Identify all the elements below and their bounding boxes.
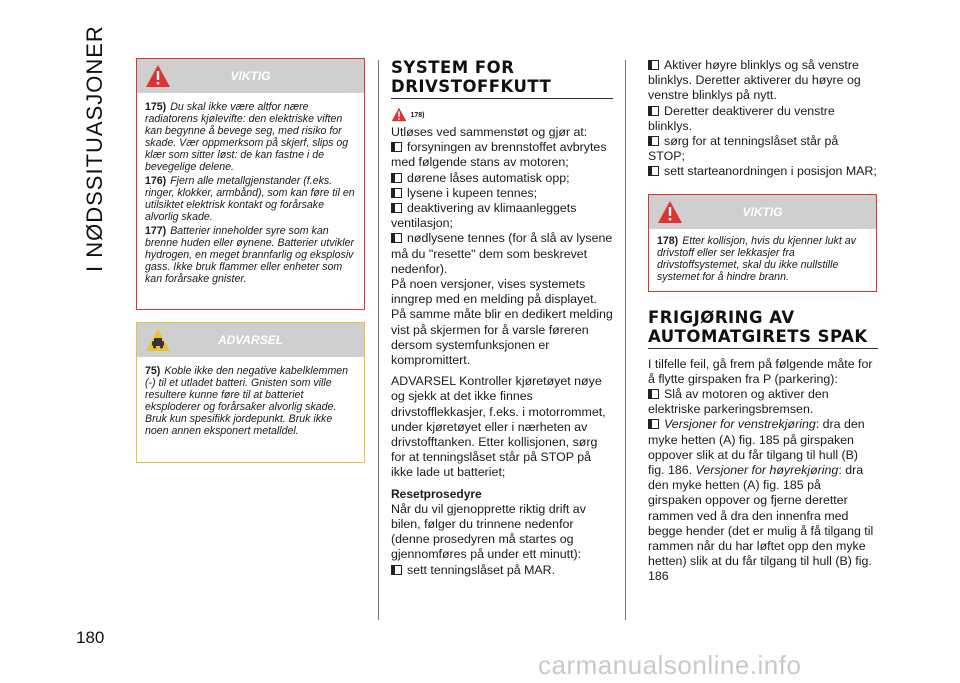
page-number: 180 (76, 628, 105, 647)
watermark: carmanualsonline.info (538, 650, 802, 680)
viktig-box (136, 58, 365, 310)
list-item: Versjoner for venstrekjøring: dra den myke hetten (A) fig. 185 på girspaken oppover slik at du får tilgang til hull (B) fig. 186. Versjoner for høyrekjøring: dra den myke hetten (A) fig. 185 på girspaken oppover og fjerne deretter rammen ved å dra den innenfra med begge hender (det er mulig å få tilgang til rammen når du har løftet opp den myke hetten) slik at du får tilgang til hull (B) fig. 186 (648, 417, 874, 584)
list-item: nødlysene tennes (for å slå av lysene må du "resette" dem som beskrevet nedenfor). (391, 231, 613, 276)
viktig-box-header (649, 195, 876, 229)
column-gear-release (648, 58, 878, 585)
list-item: sett starteanordningen i posisjon MAR; (648, 164, 878, 179)
note-175: 175) Du skal ikke være altfor nære radiatorens kjølevifte: den elektriske viften kan begynne å bevege seg, med risiko for skade. Vær oppmerksom på skjerf, slips og klær som sitter løst: de kan fastne i de bevegelige delene. (145, 101, 349, 173)
viktig-label: VIKTIG (742, 204, 783, 219)
note-reference: 178) (410, 112, 425, 119)
intro-text: Utløses ved sammenstøt og gjør at: (391, 125, 588, 139)
note-176: 176) Fjern alle metallgjenstander (f.eks. ringer, klokker, armbånd), som kan føre til en utilsiktet elektrisk kontakt og forårsake alvorlig skade. (145, 175, 355, 223)
list-item: dørene låses automatisk opp; (391, 171, 613, 186)
section-heading: AUTOMATGIRETS SPAK (648, 326, 868, 346)
column-divider (378, 60, 379, 620)
paragraph: På noen versjoner, vises systemets inngrep med en melding på displayet. På samme måte blir en dedikert melding vist på skjermen for å varsle føreren dersom systemfunksjonen er kompromittert. (391, 277, 613, 368)
section-heading: FRIGJØRING AV (648, 307, 795, 327)
warning-triangle-icon (391, 107, 407, 122)
paragraph: ADVARSEL Kontroller kjøretøyet nøye og sjekk at det ikke finnes drivstofflekkasjer, f.eks. i motorrommet, under kjøretøyet eller i nærheten av drivstofftanken. Etter kollisjonen, sørg for at tenningslåset står på STOP på ikke lade ut batteriet; (391, 374, 606, 480)
note-178: 178) Etter kollisjon, hvis du kjenner lukt av drivstoff eller ser lekkasjer fra drivstoffsystemet, skal du ikke nullstille systemet for å hindre brann. (657, 234, 856, 283)
advarsel-box (136, 322, 365, 463)
section-heading: SYSTEM FOR (391, 58, 515, 77)
viktig-label: VIKTIG (230, 69, 271, 83)
list-item: Aktiver høyre blinklys og så venstre blinklys. Deretter aktiverer du høyre og venstre blinklys på nytt. (648, 58, 861, 103)
list-item: sørg for at tenningslåset står på STOP; (648, 134, 839, 164)
viktig-box-header (137, 59, 364, 93)
note-75: 75) Koble ikke den negative kabelklemmen (-) til et utladet batteri. Gnisten som ville resultere kunne føre til at batteriet eksploderer og forårsaker alvorlig skade. Bruk kun spesifikk jordepunkt. Bruk ikke noen annen eksponert metalldel. (145, 365, 349, 437)
note-177: 177) Batterier inneholder syre som kan brenne huden eller øynene. Batterier utvikler hydrogen, en meget brannfarlig og eksplosiv gass. Ikke bruk flammer eller enheter som kan forårsake gnister. (145, 225, 355, 285)
list-item: deaktivering av klimaanleggets ventilasjon; (391, 201, 577, 231)
advarsel-label: ADVARSEL (217, 333, 284, 347)
column-divider (625, 60, 626, 620)
chapter-title: I NØDSSITUASJONER (82, 25, 107, 272)
list-item: forsyningen av brennstoffet avbrytes med følgende stans av motoren; (391, 140, 607, 170)
column-fuel-cutoff (391, 58, 613, 578)
viktig-box (648, 194, 877, 292)
list-item: lysene i kupeen tennes; (391, 186, 613, 201)
list-item: sett tenningslåset på MAR. (391, 563, 613, 578)
advarsel-box-header (137, 323, 364, 357)
intro-text: I tilfelle feil, gå frem på følgende måte for å flytte girspaken fra P (parkering): (648, 356, 873, 386)
paragraph: Når du vil gjenopprette riktig drift av bilen, følger du trinnene nedenfor (denne prosedyren må startes og gjennomføres på under ett minutt): (391, 501, 586, 562)
list-item: Slå av motoren og aktiver den elektriske parkeringsbremsen. (648, 387, 829, 417)
list-item: Deretter deaktiverer du venstre blinklys. (648, 103, 835, 133)
subheading: Resetprosedyre (391, 486, 482, 501)
section-heading: DRIVSTOFFKUTT (391, 77, 552, 96)
